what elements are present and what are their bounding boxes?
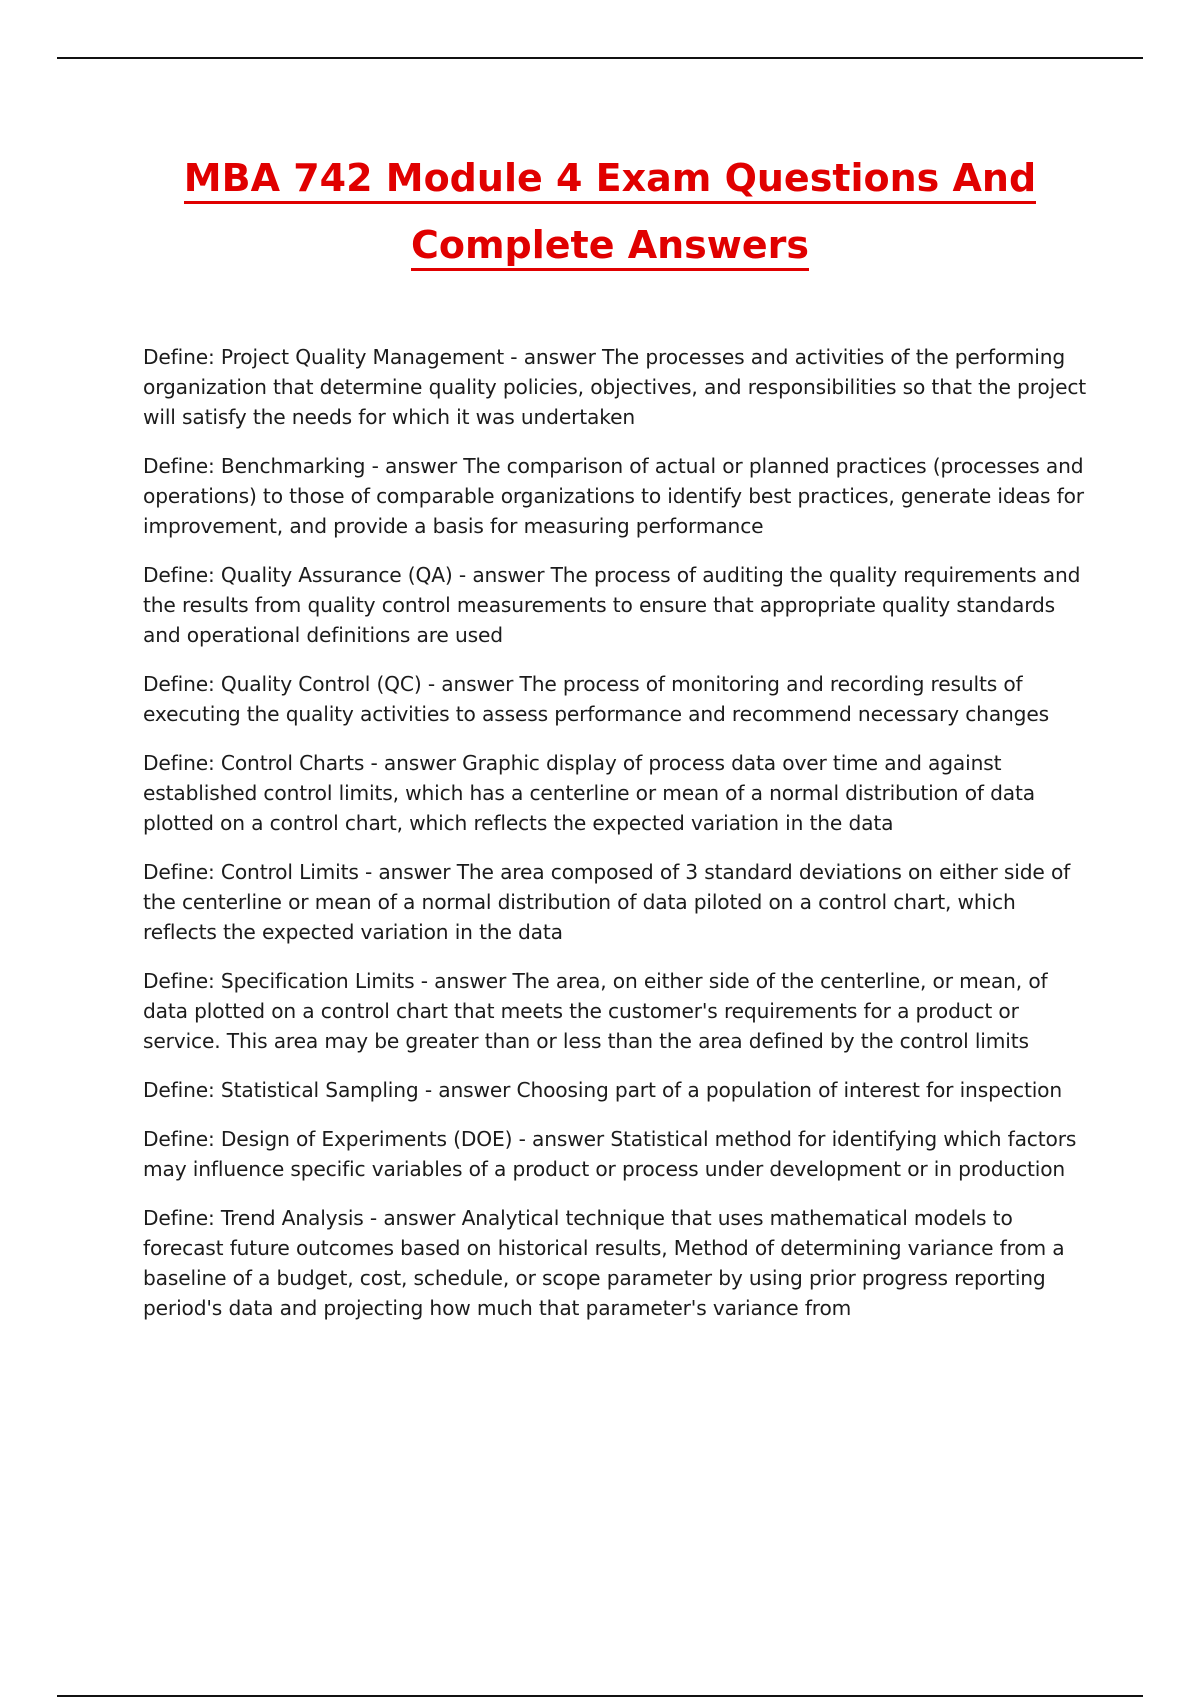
qa-item-benchmarking: Define: Benchmarking - answer The comparison of actual or planned practices (processes and operations) to those of comparable organizations to identify best practices, generate ideas for improvement, and provide a basis for measuring performance: [143, 454, 1084, 538]
top-rule: [57, 57, 1143, 59]
qa-item-control-charts: Define: Control Charts - answer Graphic display of process data over time and against established control limits, which has a centerline or mean of a normal distribution of data plotted on a control chart, which reflects the expected variation in the data: [143, 751, 1035, 835]
qa-item-trend-analysis: Define: Trend Analysis - answer Analytical technique that uses mathematical models to forecast future outcomes based on historical results, Method of determining variance from a baseline of a budget, cost, schedule, or scope parameter by using prior progress reporting period's data and projecting how much that parameter's variance from: [143, 1206, 1065, 1320]
qa-list: [143, 342, 1091, 1342]
qa-item-quality-assurance: Define: Quality Assurance (QA) - answer The process of auditing the quality requirements and the results from quality control measurements to ensure that appropriate quality standards and operational definitions are used: [143, 563, 1081, 647]
title-line-2: Complete Answers: [411, 223, 809, 271]
qa-item-statistical-sampling: Define: Statistical Sampling - answer Choosing part of a population of interest for inspection: [143, 1078, 1063, 1102]
bottom-rule: [57, 1695, 1143, 1697]
qa-item-project-quality-management: Define: Project Quality Management - answer The processes and activities of the performing organization that determine quality policies, objectives, and responsibilities so that the project will satisfy the needs for which it was undertaken: [143, 345, 1087, 429]
qa-item-specification-limits: Define: Specification Limits - answer The area, on either side of the centerline, or mean, of data plotted on a control chart that meets the customer's requirements for a product or service. This area may be greater than or less than the area defined by the control limits: [143, 969, 1048, 1053]
document-title: [150, 145, 1070, 279]
qa-item-quality-control: Define: Quality Control (QC) - answer The process of monitoring and recording results of executing the quality activities to assess performance and recommend necessary changes: [143, 672, 1049, 726]
qa-item-design-of-experiments: Define: Design of Experiments (DOE) - answer Statistical method for identifying which factors may influence specific variables of a product or process under development or in production: [143, 1127, 1077, 1181]
qa-item-control-limits: Define: Control Limits - answer The area composed of 3 standard deviations on either side of the centerline or mean of a normal distribution of data piloted on a control chart, which reflects the expected variation in the data: [143, 860, 1071, 944]
title-line-1: MBA 742 Module 4 Exam Questions And: [184, 156, 1036, 204]
